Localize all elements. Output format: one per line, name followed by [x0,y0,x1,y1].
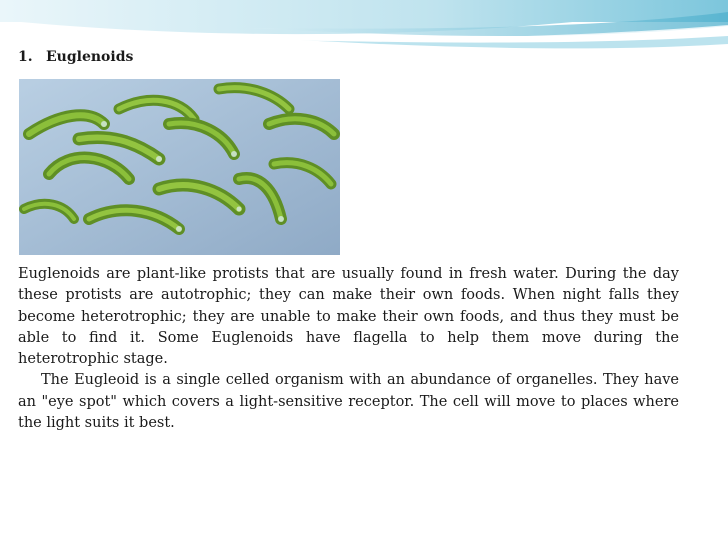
heading-number: 1. [18,49,33,65]
paragraph-2: The Eugleoid is a single celled organism with an abundance of organelles. They have an "eye spot" which covers a light-sensitive receptor. The cell will move to places where the light suits it best. [18,372,679,432]
body-text [18,264,679,434]
heading-title: Euglenoids [46,49,134,65]
slide-heading [18,49,133,65]
paragraph-1: Euglenoids are plant-like protists that are usually found in fresh water. During the day these protists are autotrophic; they can make their own foods. When night falls they become heterotrophic; they are unable to make their own foods, and thus they must be able to find it. Some Euglenoids have flagella to help them move during the heterotrophic stage. [18,266,679,368]
euglena-micrograph [19,79,340,255]
euglena-photo [19,79,340,255]
